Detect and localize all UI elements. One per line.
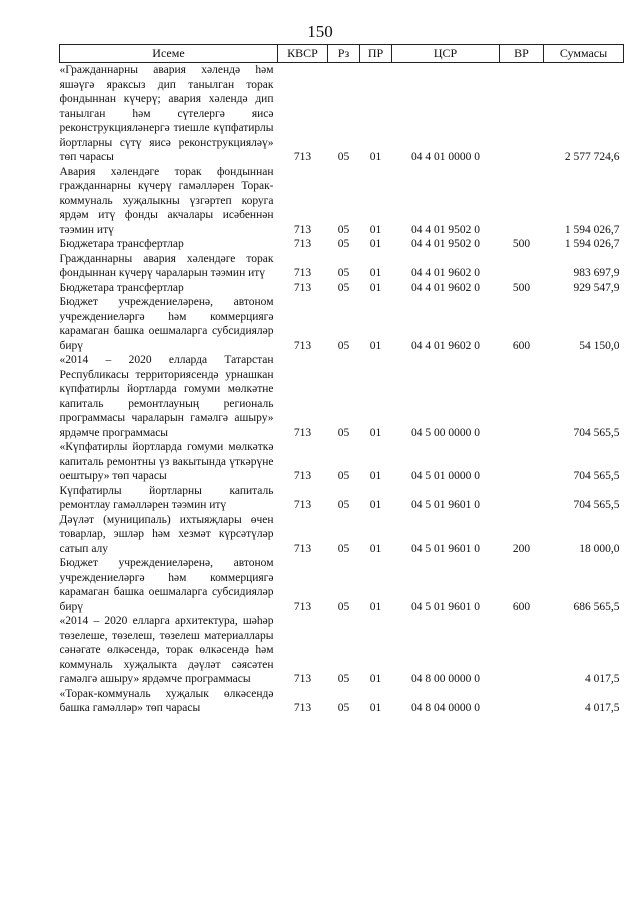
row-amount: 704 565,5 <box>573 426 620 439</box>
header-rz: Рз <box>328 45 360 63</box>
row-kvsr: 713 <box>293 600 312 613</box>
row-vr <box>500 484 544 513</box>
row-rz: 05 <box>337 267 350 279</box>
row-rz: 05 <box>337 702 350 714</box>
table-row <box>60 440 624 484</box>
row-kvsr: 713 <box>293 339 312 352</box>
row-csr: 04 5 01 9601 0 <box>411 600 480 613</box>
row-pr: 01 <box>369 339 382 352</box>
row-rz: 05 <box>337 238 350 250</box>
table-row <box>60 237 624 252</box>
page-number: 150 <box>307 22 333 41</box>
row-pr: 01 <box>369 673 382 685</box>
row-amount: 1 594 026,7 <box>564 223 620 236</box>
row-name: Бюджетара трансфертлар <box>59 281 184 294</box>
row-kvsr: 713 <box>293 151 312 163</box>
row-pr: 01 <box>369 702 382 714</box>
header-pr: ПР <box>360 45 392 63</box>
row-csr: 04 4 01 9602 0 <box>411 267 480 279</box>
row-vr: 500 <box>512 238 531 250</box>
table-row <box>60 556 624 614</box>
row-vr: 500 <box>512 281 531 294</box>
table-row <box>60 252 624 281</box>
header-name: Исеме <box>60 45 278 63</box>
row-csr: 04 4 01 9502 0 <box>411 223 480 236</box>
budget-table <box>59 44 624 716</box>
row-vr <box>500 614 544 687</box>
table-header <box>60 45 624 63</box>
row-name: Дәүләт (муниципаль) ихтыяҗлары өчен товарлар, эшләр һәм хезмәт күрсәтүләр сатып алу <box>59 513 274 555</box>
row-rz: 05 <box>337 470 350 482</box>
row-amount: 704 565,5 <box>573 499 620 511</box>
row-amount: 54 150,0 <box>579 339 620 352</box>
row-pr: 01 <box>369 470 382 482</box>
row-pr: 01 <box>369 267 382 279</box>
row-kvsr: 713 <box>293 542 312 555</box>
row-vr <box>500 440 544 484</box>
row-amount: 983 697,9 <box>573 267 620 279</box>
table-row <box>60 614 624 687</box>
row-rz: 05 <box>337 600 350 613</box>
row-kvsr: 713 <box>293 223 312 236</box>
row-csr: 04 4 01 9502 0 <box>411 238 480 250</box>
row-kvsr: 713 <box>293 267 312 279</box>
row-vr: 200 <box>512 542 531 555</box>
row-csr: 04 4 01 9602 0 <box>411 281 480 294</box>
row-name: «Торак-коммуналь хуҗалык өлкәсендә башка гамәлләр» төп чарасы <box>59 687 274 714</box>
row-pr: 01 <box>369 499 382 511</box>
row-name: «2014 – 2020 елларда Татарстан Республикасы территориясендә урнашкан күпфатирлы йортларда гомуми мөлкәтне капиталь ремонтлауның региональ программасы чараларын гамәлгә ашыру» ярдәмче программасы <box>59 354 274 439</box>
row-rz: 05 <box>337 499 350 511</box>
row-name: Авария хәлендәге торак фондыннан гражданнарны күчерү гамәлләрен Торак-коммуналь хуҗалыкны үзгәртеп коруга ярдәм итү фонды акчалары исәбеннән тәэмин итү <box>59 165 274 236</box>
header-vr: ВР <box>500 45 544 63</box>
row-vr <box>500 687 544 716</box>
table-row <box>60 295 624 353</box>
row-pr: 01 <box>369 542 382 555</box>
row-vr: 600 <box>512 600 531 613</box>
row-csr: 04 5 00 0000 0 <box>411 426 480 439</box>
row-vr <box>500 165 544 238</box>
row-amount: 2 577 724,6 <box>564 151 620 163</box>
table-row <box>60 687 624 716</box>
row-name: «Гражданнарны авария хәлендә һәм яшәүгә яраксыз дип танылган торак фондыннан күчерү; авария хәлендә дип танылган һәм сүтелергә яисә реконструкцияләнергә тиешле күпфатирлы йортларны сүтү яисә реконструкцияләү» төп чарасы <box>59 64 274 163</box>
row-amount: 686 565,5 <box>573 600 620 613</box>
row-vr <box>500 63 544 165</box>
row-csr: 04 8 04 0000 0 <box>411 702 480 714</box>
row-kvsr: 713 <box>293 499 312 511</box>
row-kvsr: 713 <box>293 470 312 482</box>
row-name: «2014 – 2020 елларга архитектура, шәһәр төзелеше, төзелеш, төзелеш материаллары сәнәгате өлкәсендә, торак өлкәсендә һәм коммуналь хуҗалыкта дәүләт сәясәтен гамәлгә ашыру» ярдәмче программасы <box>59 615 274 685</box>
header-csr: ЦСР <box>392 45 500 63</box>
row-rz: 05 <box>337 151 350 163</box>
row-csr: 04 5 01 0000 0 <box>411 470 480 482</box>
row-rz: 05 <box>337 426 350 439</box>
row-vr: 600 <box>512 339 531 352</box>
row-pr: 01 <box>369 600 382 613</box>
row-amount: 18 000,0 <box>579 542 620 555</box>
row-name: Бюджетара трансфертлар <box>59 238 184 250</box>
row-csr: 04 5 01 9601 0 <box>411 499 480 511</box>
row-rz: 05 <box>337 673 350 685</box>
row-pr: 01 <box>369 426 382 439</box>
row-csr: 04 8 00 0000 0 <box>411 673 480 685</box>
row-kvsr: 713 <box>293 702 312 714</box>
row-name: Бюджет учреждениеләренә, автоном учреждениеләргә һәм коммерциягә карамаган башка оешмаларга субсидияләр бирү <box>59 557 274 613</box>
row-name: Гражданнарны авария хәлендәге торак фондыннан күчерү чараларын тәэмин итү <box>59 252 274 279</box>
row-amount: 929 547,9 <box>573 281 620 294</box>
row-amount: 4 017,5 <box>585 673 620 685</box>
table-row <box>60 353 624 440</box>
row-kvsr: 713 <box>293 281 312 294</box>
row-amount: 4 017,5 <box>585 702 620 714</box>
row-rz: 05 <box>337 339 350 352</box>
table-row <box>60 513 624 557</box>
row-vr <box>500 252 544 281</box>
row-kvsr: 713 <box>293 673 312 685</box>
row-pr: 01 <box>369 238 382 250</box>
row-amount: 1 594 026,7 <box>564 238 620 250</box>
row-name: Бюджет учреждениеләренә, автоном учреждениеләргә һәм коммерциягә карамаган башка оешмаларга субсидияләр бирү <box>59 296 274 352</box>
row-name: Күпфатирлы йортларны капиталь ремонтлау гамәлләрен тәэмин итү <box>59 484 274 511</box>
table-row <box>60 281 624 296</box>
row-kvsr: 713 <box>293 426 312 439</box>
row-name: «Күпфатирлы йортларда гомуми мөлкәткә капиталь ремонтны үз вакытында үткәрүне оештыру» төп чарасы <box>59 441 274 482</box>
row-csr: 04 4 01 0000 0 <box>411 151 480 163</box>
row-rz: 05 <box>337 223 350 236</box>
row-vr <box>500 353 544 440</box>
table-row <box>60 484 624 513</box>
row-rz: 05 <box>337 542 350 555</box>
table-row <box>60 63 624 165</box>
row-pr: 01 <box>369 223 382 236</box>
table-body <box>60 63 624 716</box>
header-kvsr: КВСР <box>278 45 328 63</box>
table-row <box>60 165 624 238</box>
row-pr: 01 <box>369 151 382 163</box>
row-amount: 704 565,5 <box>573 470 620 482</box>
header-amount: Суммасы <box>544 45 624 63</box>
row-csr: 04 4 01 9602 0 <box>411 339 480 352</box>
row-rz: 05 <box>337 281 350 294</box>
row-csr: 04 5 01 9601 0 <box>411 542 480 555</box>
row-kvsr: 713 <box>293 238 312 250</box>
row-pr: 01 <box>369 281 382 294</box>
